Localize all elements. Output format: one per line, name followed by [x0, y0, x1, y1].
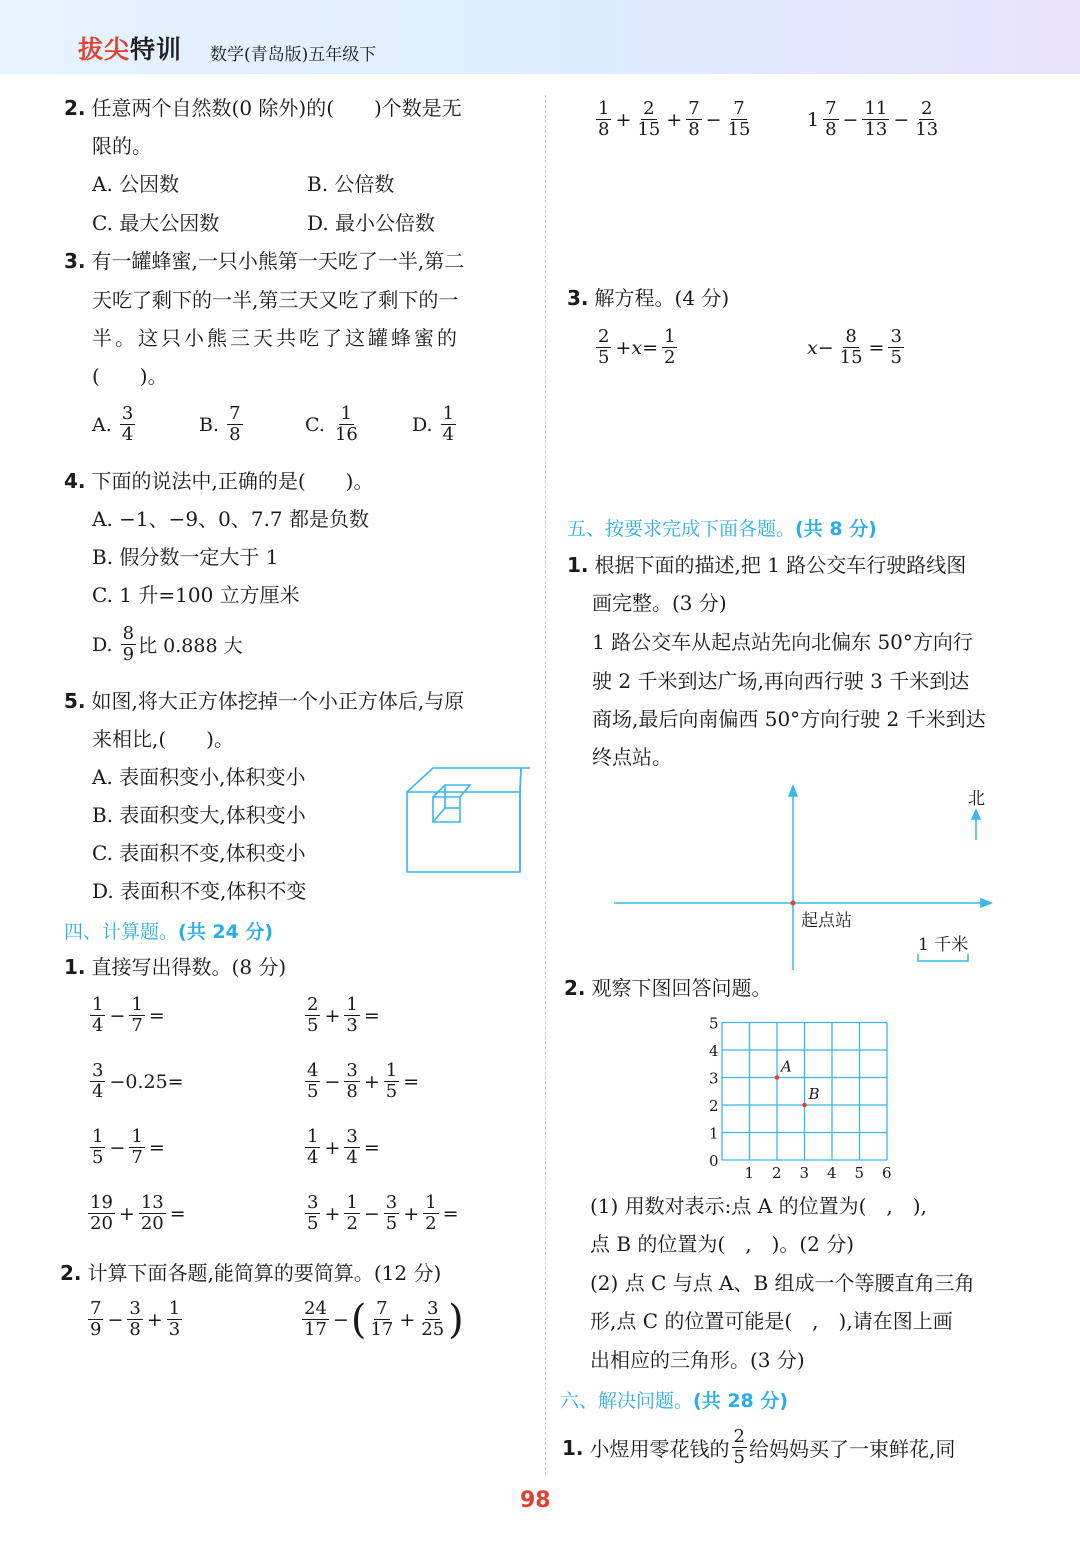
s5q2-stem: 2. 观察下图回答问题。 [564, 976, 772, 1000]
q3-line2: 天吃了剩下的一半,第三天又吃了剩下的一 [92, 288, 459, 312]
q2-line2: 限的。 [92, 134, 152, 158]
s5q2-p1-line2: 点 B 的位置为( , )。(2 分) [590, 1232, 855, 1256]
q2-line1: 2. 任意两个自然数(0 除外)的( )个数是无 [64, 96, 462, 120]
calc-expression: $\frac{24}{17}$ − ( $\frac{7}{17}$ + $\frac{3}{25}$ ) [304, 1296, 464, 1343]
calc-expression: $\frac{1}{8}$ + $\frac{2}{15}$ + $\frac{7}{8}$ − $\frac{7}{15}$ [598, 98, 751, 140]
calc-expression: $\frac{3}{5}$ + $\frac{1}{2}$ − $\frac{3}{5}$ + $\frac{1}{2}$ = [307, 1192, 459, 1234]
s5q1-line2: 画完整。(3 分) [592, 591, 727, 615]
q3-option-a: A. $\frac{3}{4}$ [92, 403, 134, 445]
y-tick-label: 4 [709, 1042, 719, 1060]
point-B [802, 1103, 807, 1108]
section-5-title: 五、按要求完成下面各题。(共 8 分) [567, 518, 877, 540]
q3-option-d: D. $\frac{1}{4}$ [412, 403, 455, 445]
s4q2-stem: 2. 计算下面各题,能简算的要简算。(12 分) [60, 1261, 442, 1285]
q2-option-d: D. 最小公倍数 [307, 211, 436, 235]
scale-label: 1 千米 [918, 935, 969, 955]
s4q1-stem: 1. 直接写出得数。(8 分) [64, 955, 287, 979]
q3-line3: 半。这只小熊三天共吃了这罐蜂蜜的 [92, 326, 460, 350]
y-tick-label: 3 [709, 1069, 719, 1088]
calc-expression: $\frac{4}{5}$ − $\frac{3}{8}$ + $\frac{1}{5}$ = [307, 1060, 420, 1102]
y-tick-label: 2 [709, 1097, 719, 1115]
s5q1-line1: 1. 根据下面的描述,把 1 路公交车行驶路线图 [567, 553, 967, 577]
s5q1-line3: 1 路公交车从起点站先向北偏东 50°方向行 [592, 630, 973, 654]
calc-expression: $\frac{19}{20}$ + $\frac{13}{20}$ = [90, 1192, 186, 1234]
q5-option-b: B. 表面积变大,体积变小 [92, 803, 306, 827]
x-tick-label: 1 [744, 1164, 755, 1182]
brand-logo: 拔尖特训 [78, 35, 183, 64]
s5q2-p2-line1: (2) 点 C 与点 A、B 组成一个等腰直角三角 [590, 1271, 975, 1295]
q3-line1: 3. 有一罐蜂蜜,一只小熊第一天吃了一半,第二 [64, 249, 465, 273]
calc-expression: $\frac{1}{5}$ − $\frac{1}{7}$ = [92, 1126, 165, 1168]
equation: x− $\frac{8}{15}$ = $\frac{3}{5}$ [807, 326, 902, 368]
north-label: 北 [968, 789, 985, 809]
s5q1-line6: 终点站。 [592, 745, 672, 769]
calc-expression: 1 $\frac{7}{8}$ − $\frac{11}{13}$ − $\frac{2}{13}$ [807, 98, 939, 140]
bus-route-map [600, 780, 1020, 980]
s5q2-p1-line1: (1) 用数对表示:点 A 的位置为( , ), [590, 1194, 927, 1218]
q4-option-d: D. $\frac{8}{9}$ 比 0.888 大 [92, 623, 243, 665]
s4q3-stem: 3. 解方程。(4 分) [567, 286, 730, 310]
s5q1-line4: 驶 2 千米到达广场,再向西行驶 3 千米到达 [592, 669, 970, 693]
y-tick-label: 5 [709, 1014, 719, 1033]
q3-line4: ( )。 [92, 364, 168, 388]
q3-option-b: B. $\frac{7}{8}$ [199, 403, 241, 445]
point-label-B: B [808, 1085, 820, 1103]
calc-expression: $\frac{3}{4}$ −0.25= [92, 1060, 184, 1102]
q4-option-c: C. 1 升=100 立方厘米 [92, 583, 300, 607]
calc-expression: $\frac{2}{5}$ + $\frac{1}{3}$ = [307, 994, 380, 1036]
x-tick-label: 6 [882, 1164, 892, 1182]
s5q2-p2-line2: 形,点 C 的位置可能是( , ),请在图上画 [590, 1309, 953, 1333]
column-divider [545, 95, 546, 1475]
page-number: 98 [520, 1488, 551, 1513]
q2-option-c: C. 最大公因数 [92, 211, 220, 235]
y-tick-label: 0 [709, 1152, 719, 1170]
point-A [775, 1075, 780, 1080]
s5q2-p2-line3: 出相应的三角形。(3 分) [590, 1348, 805, 1372]
q2-option-b: B. 公倍数 [307, 172, 395, 196]
cube-figure [400, 760, 530, 880]
x-tick-label: 5 [854, 1164, 865, 1182]
coordinate-grid [700, 1010, 900, 1185]
start-station-label: 起点站 [801, 911, 852, 931]
section-6-title: 六、解决问题。(共 28 分) [560, 1390, 789, 1412]
q3-option-c: C. $\frac{1}{16}$ [305, 403, 358, 445]
q4-stem: 4. 下面的说法中,正确的是( )。 [64, 469, 374, 493]
s5q1-line5: 商场,最后向南偏西 50°方向行驶 2 千米到达 [592, 707, 986, 731]
x-tick-label: 4 [827, 1164, 837, 1182]
x-tick-label: 2 [772, 1164, 782, 1182]
q2-option-a: A. 公因数 [92, 172, 180, 196]
book-title: 数学(青岛版)五年级下 [210, 45, 377, 65]
section-4-title: 四、计算题。(共 24 分) [64, 921, 274, 943]
x-tick-label: 3 [799, 1164, 810, 1182]
q5-line2: 来相比,( )。 [92, 727, 234, 751]
calc-expression: $\frac{1}{4}$ − $\frac{1}{7}$ = [92, 994, 165, 1036]
q5-line1: 5. 如图,将大正方体挖掉一个小正方体后,与原 [64, 689, 465, 713]
calc-expression: $\frac{7}{9}$ − $\frac{3}{8}$ + $\frac{1}{3}$ [90, 1298, 181, 1340]
point-label-A: A [781, 1057, 792, 1076]
q4-option-a: A. −1、−9、0、7.7 都是负数 [92, 507, 370, 531]
q5-option-d: D. 表面积不变,体积不变 [92, 879, 307, 903]
equation: $\frac{2}{5}$ +x= $\frac{1}{2}$ [598, 326, 676, 368]
y-tick-label: 1 [709, 1124, 719, 1143]
q5-option-c: C. 表面积不变,体积变小 [92, 841, 306, 865]
q4-option-b: B. 假分数一定大于 1 [92, 545, 279, 569]
calc-expression: $\frac{1}{4}$ + $\frac{3}{4}$ = [307, 1126, 380, 1168]
q5-option-a: A. 表面积变小,体积变小 [92, 765, 306, 789]
s6q1-line1: 1. 小煜用零花钱的 $\frac{2}{5}$ 给妈妈买了一束鲜花,同 [562, 1426, 956, 1468]
